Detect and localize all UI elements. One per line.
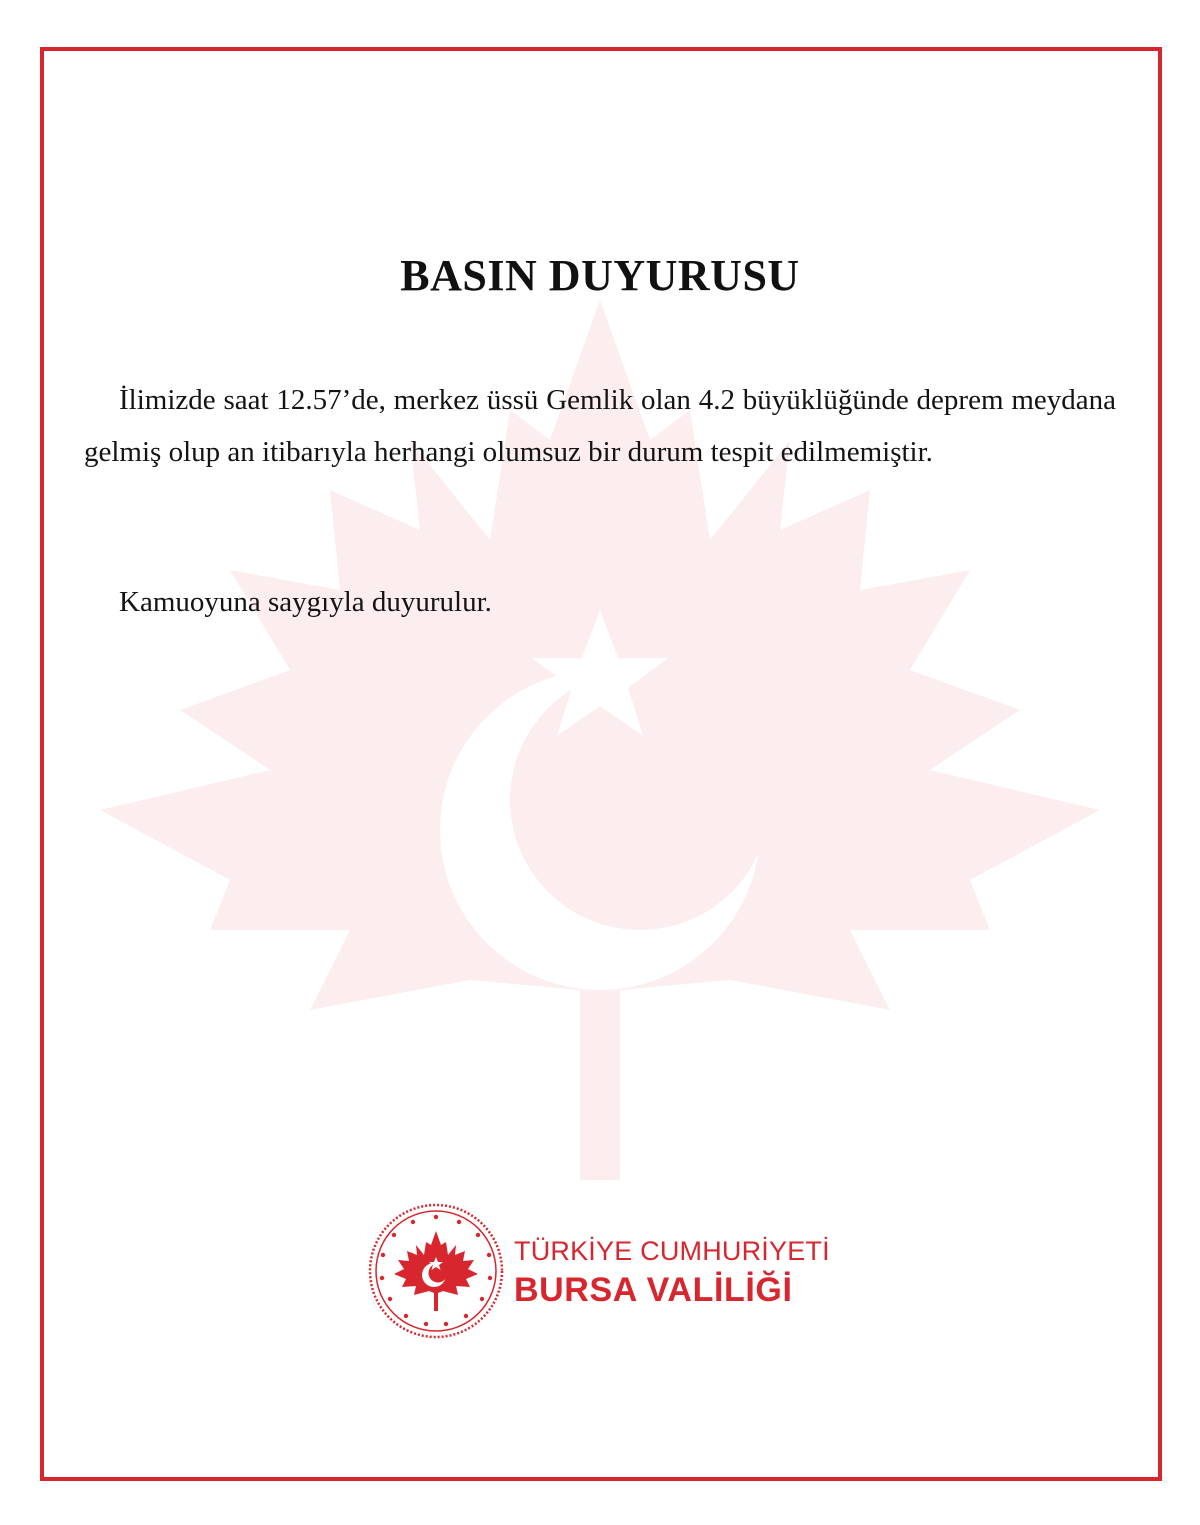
announcement-paragraph: İlimizde saat 12.57’de, merkez üssü Gemlik olan 4.2 büyüklüğünde deprem meydana gelmiş olup an itibarıyla herhangi olumsuz bir durum tespit edilmemiştir. bbox=[84, 384, 1116, 468]
institution-wordmark bbox=[514, 1232, 830, 1310]
page-title: BASIN DUYURUSU bbox=[400, 251, 800, 300]
governorship-name: BURSA VALİLİĞİ bbox=[514, 1271, 793, 1309]
governorship-seal-icon bbox=[368, 1203, 504, 1339]
country-name: TÜRKİYE CUMHURİYETİ bbox=[514, 1236, 830, 1266]
closing-paragraph: Kamuoyuna saygıyla duyurulur. bbox=[119, 586, 492, 618]
